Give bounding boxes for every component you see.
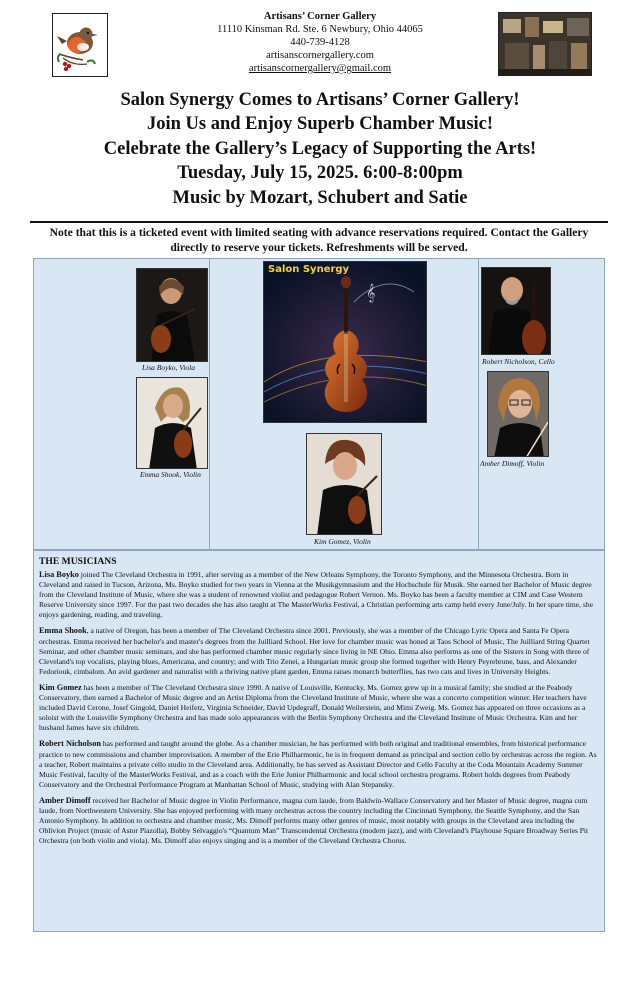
panel-divider-right (478, 259, 479, 549)
caption-kim-gomez: Kim Gomez, Violin (314, 537, 371, 546)
bio-text: has performed and taught around the globe. As a chamber musician, he has performed with both original and traditional ensembles, from historical performance practice to new commissions and chamber improvisation. A member of the Erie Philharmonic, he is in frequent demand as principal and section cello by orchestras across the region. As a teacher, Robert maintains a private cello studio in the Cleveland area. Additionally, he has served as Assistant Director and Cello Faculty at the Coda Mountain Academy Summer Music Festival, faculty of the MasterWorks Festival, and as a coach with the Erie Junior Philharmonic and local school orchestra programs. Robert holds degrees from Peabody Conservatory and the Orchestral Performance Program at Manhattan School of Music, studying with Alan Stepansky. (39, 739, 597, 789)
caption-amber-dimoff: Amber Dimoff, Violin (480, 459, 545, 468)
bio-robert-nicholson (39, 739, 599, 789)
gallery-name: Artisans’ Corner Gallery (263, 11, 377, 22)
headline-line-1: Salon Synergy Comes to Artisans’ Corner Gallery! (120, 90, 520, 110)
violin-poster-image (264, 262, 427, 423)
divider-top (30, 221, 608, 223)
event-music: Music by Mozart, Schubert and Satie (172, 187, 468, 208)
bio-kim-gomez (39, 683, 599, 733)
bio-text: , a native of Oregon, has been a member of The Cleveland Orchestra since 2001. Previously, she was a member of the Chicago Lyric Opera and Santa Fe Opera orchestras. Emma received her bachelor's and master's degrees from the Juilliard School. Her love for chamber music was honed at Taos School of Music, The Juilliard String Quartet Seminar, and other chamber music seminars, and she has performed chamber music regularly since living in NE Ohio. Emma also performs as one of the Sisters in Song with three of Cleveland's top vocalists, playing blues, Americana, and country; and with Trio Zenei, a Hungarian music group she formed together with Henry Peyrebrune, bass, and Alexander Fedoriouk, cimbalom. An avid gardener and naturalist with a thriving native plant garden, Emma raises monarch butterflies, has two cats and lives in University Heights. (39, 626, 590, 676)
gallery-interior-photo (498, 12, 592, 76)
robin-icon (53, 14, 107, 76)
salon-synergy-poster (263, 261, 427, 423)
musician-photo-panel (33, 258, 605, 550)
headline-line-2: Join Us and Enjoy Superb Chamber Music! (146, 114, 494, 135)
photo-emma-shook (136, 377, 208, 469)
bio-name: Emma Shook (39, 626, 87, 636)
photo-robert-nicholson (481, 267, 551, 355)
gallery-phone: 440-739-4128 (290, 37, 350, 48)
viola-player-image (137, 269, 208, 362)
bio-text: joined The Cleveland Orchestra in 1991, after serving as a member of the New Orleans Symphony, the Toronto Symphony, and the Minnesota Orchestra. Born in Cleveland and raised in Tucson, Arizona, Ms. Boyko studied for two years in Vienna at the Musikgymnasium and the Hochschule für Musik. She earned her Bachelor of Music degree from the Cleveland Institute of Music, where she was a student of renowned violist and pedagogue Robert Vernon. Ms. Boyko has been a faculty member at CIM and Case Western Reserve University since 1997. For the past two decades she has also taught at The MasterWorks Festival, a Christian performing arts camp held every June/July. In her spare time, she enjoys gardening, reading, and traveling. (39, 570, 593, 620)
gallery-email-link[interactable]: artisanscornergallery@gmail.com (248, 63, 392, 74)
svg-text:𝄞: 𝄞 (366, 283, 376, 302)
bio-amber-dimoff (39, 796, 599, 846)
gallery-contact (170, 10, 470, 75)
gallery-website[interactable]: artisanscornergallery.com (266, 50, 374, 61)
headline-line-3: Celebrate the Gallery’s Legacy of Supporting the Arts! (103, 138, 537, 159)
musician-bios (33, 550, 605, 932)
bio-name: Lisa Boyko (39, 570, 79, 579)
bio-name: Robert Nicholson (39, 739, 101, 749)
photo-amber-dimoff (487, 371, 549, 457)
violin-player-image (137, 378, 208, 469)
photo-lisa-boyko (136, 268, 208, 362)
bio-name: Kim Gomez (39, 682, 82, 692)
bird-logo (52, 13, 108, 77)
photo-kim-gomez (306, 433, 382, 535)
caption-emma-shook: Emma Shook, Violin (140, 470, 201, 479)
bio-emma-shook (39, 626, 599, 676)
bio-text: received her Bachelor of Music degree in Violin Performance, magna cum laude, from Baldwin-Wallace Conservatory and her Master of Music degree, magna cum laude, from Northwestern University. She has enjoyed performing with many orchestras across the country including the Cincinnati Symphony, the Seattle Symphony, and the San Antonio Symphony. In addition to orchestra and chamber music, Ms. Dimoff performs many other genres of music, most notably with groups in the Cleveland area including the Oblivion Project (music of Astor Piazolla), Bobby Selvaggio's “Quantum Man” Transcendental Orchestra (modern jazz), and with Cleveland's Playhouse Square Broadway Series Pit Orchestra (on both violin and viola). Ms. Dimoff also enjoys singing and is a member of the Cleveland Orchestra Chorus. (39, 795, 589, 846)
panel-divider-left (209, 259, 210, 549)
ticket-note: Note that this is a ticketed event with limited seating with advance reservations required. Contact the Gallery directly to reserve your tickets. Refreshments will be served. (49, 226, 589, 254)
poster-title: Salon Synergy (268, 264, 350, 275)
bio-name: Amber Dimoff (39, 795, 91, 805)
event-date: Tuesday, July 15, 2025. 6:00-8:00pm (177, 163, 463, 184)
musicians-heading: THE MUSICIANS (39, 556, 117, 567)
cello-player-image (482, 268, 551, 355)
caption-robert-nicholson: Robert Nicholson, Cello (482, 357, 555, 366)
caption-lisa-boyko: Lisa Boyko, Viola (142, 363, 195, 372)
gallery-interior-image (499, 13, 592, 76)
violin-player-image (307, 434, 382, 535)
page-header (0, 0, 640, 80)
event-headline (20, 88, 620, 210)
bio-lisa-boyko (39, 570, 599, 620)
violin-player-image (488, 372, 549, 457)
bio-text: has been a member of The Cleveland Orchestra since 1990. A native of Louisville, Kentucky, Ms. Gomez grew up in a musical family; she studied at the Peabody Conservatory, then earned a Bachelor of Music degree and an Artist Diploma from the Cleveland Institute of Music, where she was a concerto competition winner. Her teachers have included David Cerone, Josef Gingold, Daniel Heifetz, Virginia Schneider, David Updegraff, Donald Weilerstein, and Mimi Zweig. Ms. Gomez has appeared on three occasions as a soloist with the Louisville Symphony Orchestra and has made solo appearances with the Berlin Symphony Orchestra and the Cleveland Institute of Music Orchestra. Kim and her husband James have six children. (39, 682, 587, 733)
gallery-address: 11110 Kinsman Rd. Ste. 6 Newbury, Ohio 44065 (217, 24, 423, 35)
